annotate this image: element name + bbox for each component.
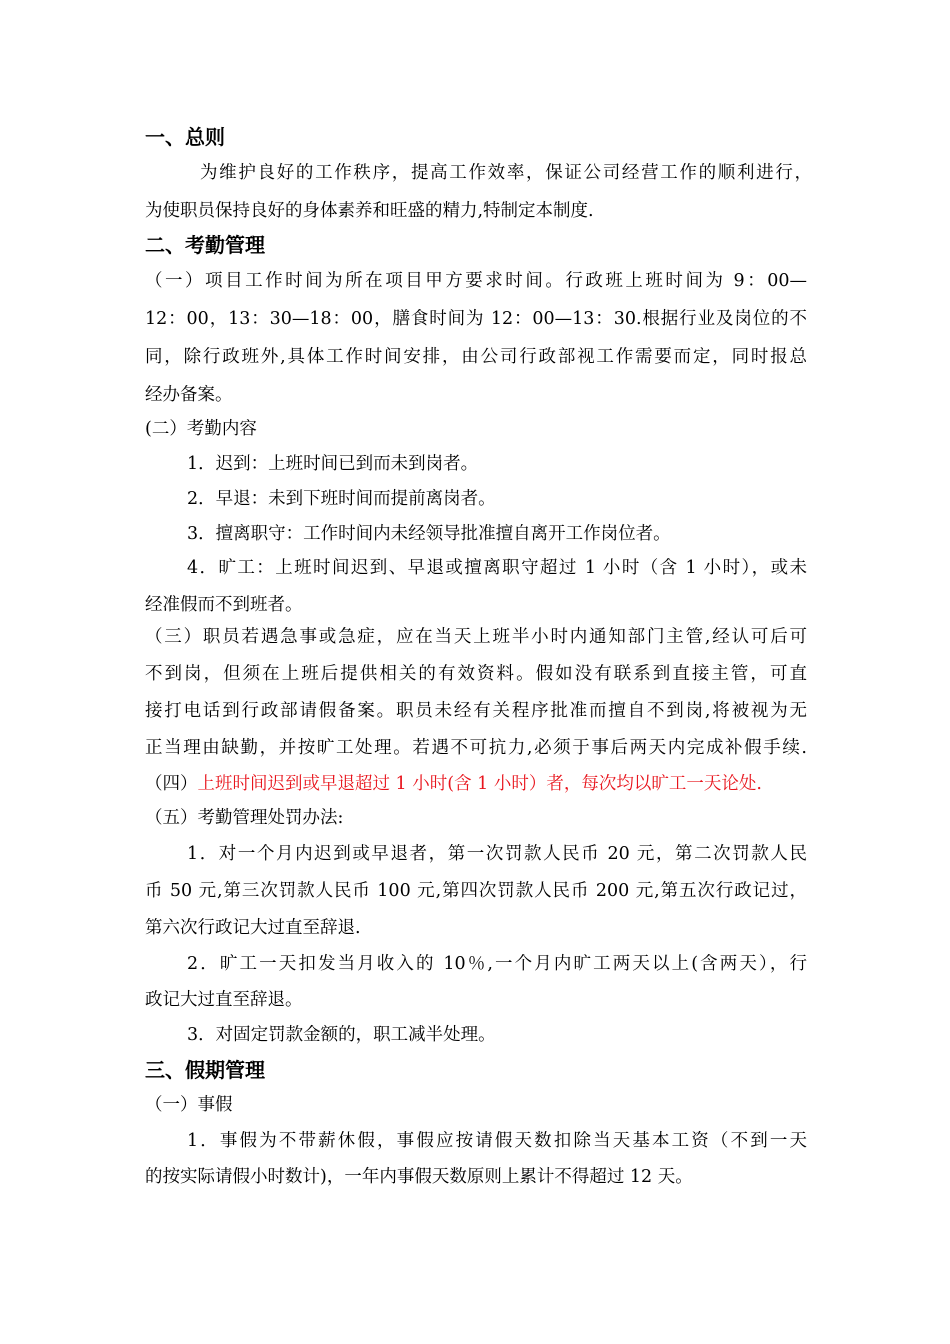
list-item: 政记大过直至辞退。 <box>145 990 303 1010</box>
list-item: 2．旷工一天扣发当月收入的 10％,一个月内旷工两天以上(含两天），行 <box>187 954 807 974</box>
list-item: 1．事假为不带薪休假，事假应按请假天数扣除当天基本工资（不到一天 <box>187 1131 807 1151</box>
paragraph-line: 接打电话到行政部请假备案。职员未经有关程序批准而擅自不到岗,将被视为无 <box>145 701 807 721</box>
list-item: 第六次行政记大过直至辞退. <box>145 918 361 938</box>
section-heading-leave: 三、假期管理 <box>145 1058 265 1082</box>
paragraph-line: 经办备案。 <box>145 385 233 405</box>
paragraph-line: 正当理由缺勤，并按旷工处理。若遇不可抗力,必须于事后两天内完成补假手续. <box>145 738 807 758</box>
section-heading-attendance: 二、考勤管理 <box>145 233 265 257</box>
paragraph-line: 为维护良好的工作秩序，提高工作效率，保证公司经营工作的顺利进行， <box>200 163 812 183</box>
paragraph-line: 同，除行政班外,具体工作时间安排，由公司行政部视工作需要而定，同时报总 <box>145 347 807 367</box>
list-item: 3．对固定罚款金额的，职工减半处理。 <box>187 1025 496 1045</box>
paragraph-line: 12：00，13：30—18：00，膳食时间为 12：00—13：30.根据行业及岗位的不 <box>145 309 807 329</box>
list-item: 经准假而不到班者。 <box>145 595 303 615</box>
paragraph-line: 为使职员保持良好的身体素养和旺盛的精力,特制定本制度. <box>145 201 594 221</box>
section-heading-general: 一、总则 <box>145 125 225 149</box>
paragraph-line: （三）职员若遇急事或急症，应在当天上班半小时内通知部门主管,经认可后可 <box>145 627 807 647</box>
list-item: 币 50 元,第三次罚款人民币 100 元,第四次罚款人民币 200 元,第五次行政记过， <box>145 881 807 901</box>
subsection-title: (二）考勤内容 <box>145 419 257 439</box>
list-item: 的按实际请假小时数计)，一年内事假天数原则上累计不得超过 12 天。 <box>145 1167 693 1187</box>
list-item: 4．旷工：上班时间迟到、早退或擅离职守超过 1 小时（含 1 小时），或未 <box>187 558 807 578</box>
paragraph-line: （一）项目工作时间为所在项目甲方要求时间。行政班上班时间为 9：00— <box>145 271 807 291</box>
highlighted-rule <box>145 773 762 795</box>
list-item: 1．对一个月内迟到或早退者，第一次罚款人民币 20 元，第二次罚款人民 <box>187 844 807 864</box>
list-item: 1．迟到：上班时间已到而未到岗者。 <box>187 454 479 474</box>
list-item: 2．早退：未到下班时间而提前离岗者。 <box>187 489 496 509</box>
rule-text-red: 上班时间迟到或早退超过 1 小时(含 1 小时）者，每次均以旷工一天论处. <box>197 774 762 794</box>
subsection-title: （一）事假 <box>145 1095 233 1115</box>
rule-prefix: （四） <box>145 774 198 794</box>
subsection-title: （五）考勤管理处罚办法: <box>145 808 344 828</box>
list-item: 3．擅离职守：工作时间内未经领导批准擅自离开工作岗位者。 <box>187 524 671 544</box>
paragraph-line: 不到岗，但须在上班后提供相关的有效资料。假如没有联系到直接主管，可直 <box>145 664 807 684</box>
